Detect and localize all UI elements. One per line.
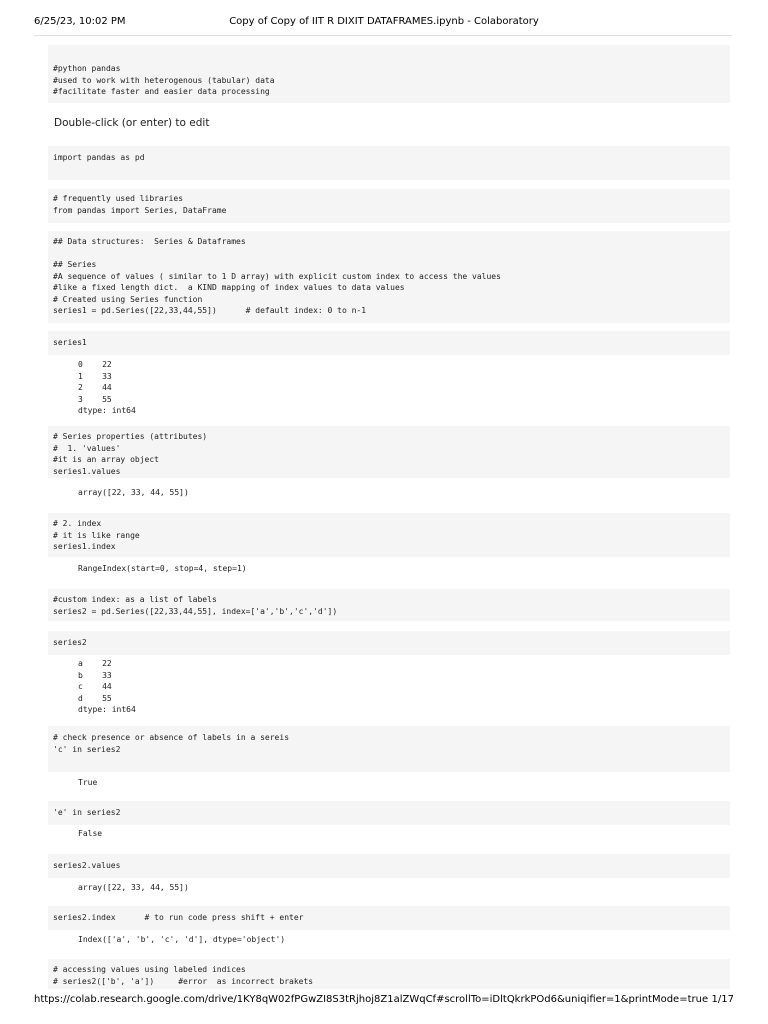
markdown-edit-hint[interactable]: Double-click (or enter) to edit — [54, 117, 210, 129]
cell-output: False — [78, 829, 103, 838]
code-cell[interactable] — [48, 45, 730, 103]
code-cell[interactable] — [48, 589, 730, 621]
cell-output: Index(['a', 'b', 'c', 'd'], dtype='object') — [78, 935, 286, 944]
cell-output: a 22 b 33 c 44 d 55 dtype: int64 — [78, 659, 136, 714]
print-header — [0, 16, 768, 30]
cell-output: array([22, 33, 44, 55]) — [78, 883, 189, 892]
code-cell[interactable] — [48, 426, 730, 478]
code-source: # frequently used libraries from pandas import Series, DataFrame — [53, 194, 227, 215]
cell-output: 0 22 1 33 2 44 3 55 dtype: int64 — [78, 360, 136, 415]
code-source: series2.values — [53, 861, 121, 870]
code-cell[interactable] — [48, 146, 730, 180]
code-source: #custom index: as a list of labels series2 = pd.Series([22,33,44,55], index=['a','b','c','d']) — [53, 595, 338, 616]
code-source: series1 — [53, 338, 87, 347]
page-number: 1/17 — [711, 994, 734, 1005]
code-cell[interactable] — [48, 189, 730, 223]
code-source: series2.index # to run code press shift + enter — [53, 913, 304, 922]
code-source: # accessing values using labeled indices # series2(['b', 'a']) #error as incorrect brakets — [53, 965, 314, 986]
code-cell[interactable] — [48, 726, 730, 772]
code-source: # Series properties (attributes) # 1. 'values' #it is an array object series1.values — [53, 432, 208, 476]
notebook-title: Copy of Copy of IIT R DIXIT DATAFRAMES.ipynb - Colaboratory — [229, 16, 539, 27]
cell-output: array([22, 33, 44, 55]) — [78, 488, 189, 497]
code-source: 'e' in series2 — [53, 808, 121, 817]
cell-output: RangeIndex(start=0, stop=4, step=1) — [78, 564, 247, 573]
cell-output: True — [78, 778, 98, 787]
code-cell[interactable] — [48, 959, 730, 989]
code-source: import pandas as pd — [53, 153, 145, 162]
code-cell[interactable] — [48, 631, 730, 655]
code-source: series2 — [53, 638, 87, 647]
code-cell[interactable] — [48, 331, 730, 355]
code-cell[interactable] — [48, 513, 730, 557]
code-source: #python pandas #used to work with heterogenous (tabular) data #facilitate faster and easier data processing — [53, 64, 275, 96]
code-cell[interactable] — [48, 854, 730, 878]
code-cell[interactable] — [48, 231, 730, 323]
code-cell[interactable] — [48, 906, 730, 930]
page-url: https://colab.research.google.com/drive/1KY8qW02fPGwZI8S3tRjhoj8Z1alZWqCf#scrollTo=iDltQkrkPOd6&uniqifier=1&printMode=true — [34, 994, 709, 1005]
print-datetime: 6/25/23, 10:02 PM — [34, 16, 126, 27]
code-cell[interactable] — [48, 801, 730, 825]
code-source: # 2. index # it is like range series1.index — [53, 519, 140, 551]
code-source: ## Data structures: Series & Dataframes ## Series #A sequence of values ( similar to 1 D array) with explicit custom index to access the values #like a fixed length dict. a KIND mapping of index values to data values # Created using Series function series1 = pd.Series([22,33,44,55]) # default index: 0 to n-1 — [53, 237, 501, 315]
code-source: # check presence or absence of labels in a sereis 'c' in series2 — [53, 733, 290, 754]
header-divider — [34, 35, 732, 36]
